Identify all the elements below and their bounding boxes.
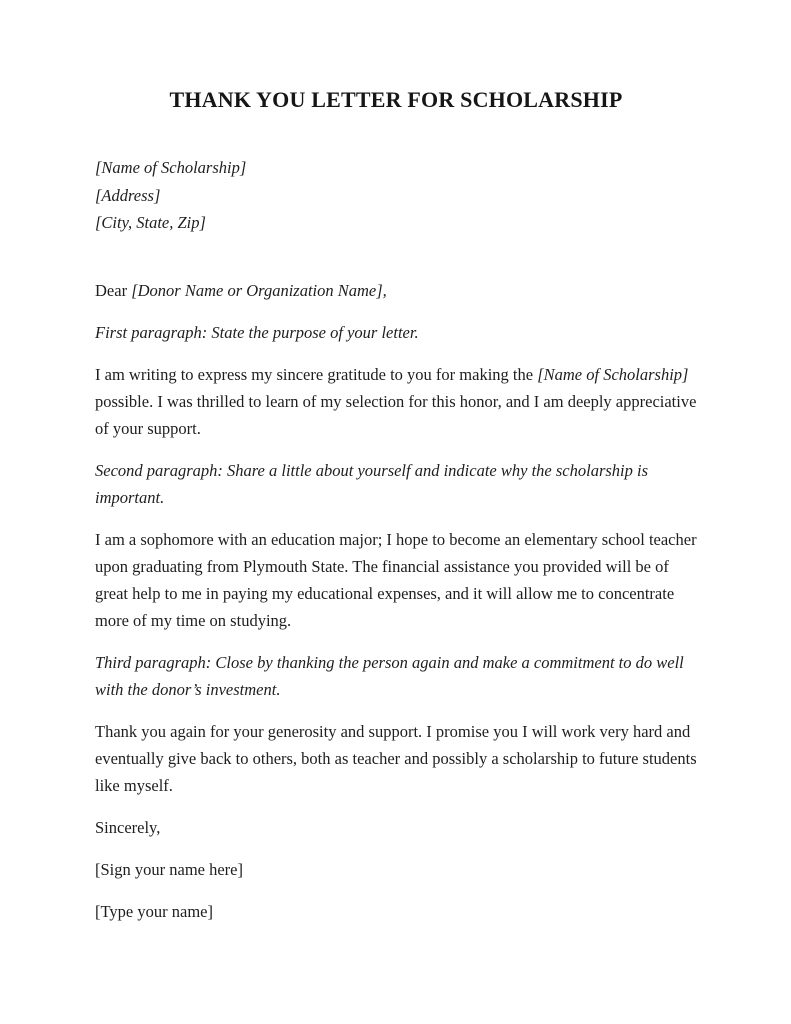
typed-name-placeholder-line: [Type your name] xyxy=(95,901,213,921)
recipient-block xyxy=(95,154,697,237)
body-paragraph-third: Thank you again for your generosity and support. I promise you I will work very hard and eventually give back to others, both as teacher and possibly a scholarship to future students like myself. xyxy=(95,721,697,795)
signature-placeholder-line: [Sign your name here] xyxy=(95,859,243,879)
body-paragraph-first-text-before: I am writing to express my sincere gratitude to you for making the xyxy=(95,364,538,384)
instruction-second-paragraph: Second paragraph: Share a little about yourself and indicate why the scholarship is important. xyxy=(95,460,648,507)
salutation-prefix: Dear xyxy=(95,280,132,300)
recipient-line-address: [Address] xyxy=(95,185,161,205)
page-title: THANK YOU LETTER FOR SCHOLARSHIP xyxy=(169,87,623,112)
body-paragraph-second: I am a sophomore with an education major; I hope to become an elementary school teacher upon graduating from Plymouth State. The financial assistance you provided will be of great help to me in paying my educational expenses, and it will allow me to concentrate more of my time on studying. xyxy=(95,529,697,630)
scholarship-name-placeholder: [Name of Scholarship] xyxy=(537,364,689,384)
valediction: Sincerely, xyxy=(95,817,161,837)
body-paragraph-first xyxy=(95,361,697,442)
instruction-first-paragraph: First paragraph: State the purpose of your letter. xyxy=(95,322,419,342)
recipient-line-scholarship-name: [Name of Scholarship] xyxy=(95,158,247,177)
body-paragraph-first-text-after: possible. I was thrilled to learn of my selection for this honor, and I am deeply appreciative of your support. xyxy=(95,391,697,438)
salutation-line xyxy=(95,277,697,304)
salutation-name-placeholder: [Donor Name or Organization Name], xyxy=(131,280,387,300)
instruction-third-paragraph: Third paragraph: Close by thanking the person again and make a commitment to do well with the donor’s investment. xyxy=(95,652,684,699)
recipient-line-city-state-zip: [City, State, Zip] xyxy=(95,213,206,232)
